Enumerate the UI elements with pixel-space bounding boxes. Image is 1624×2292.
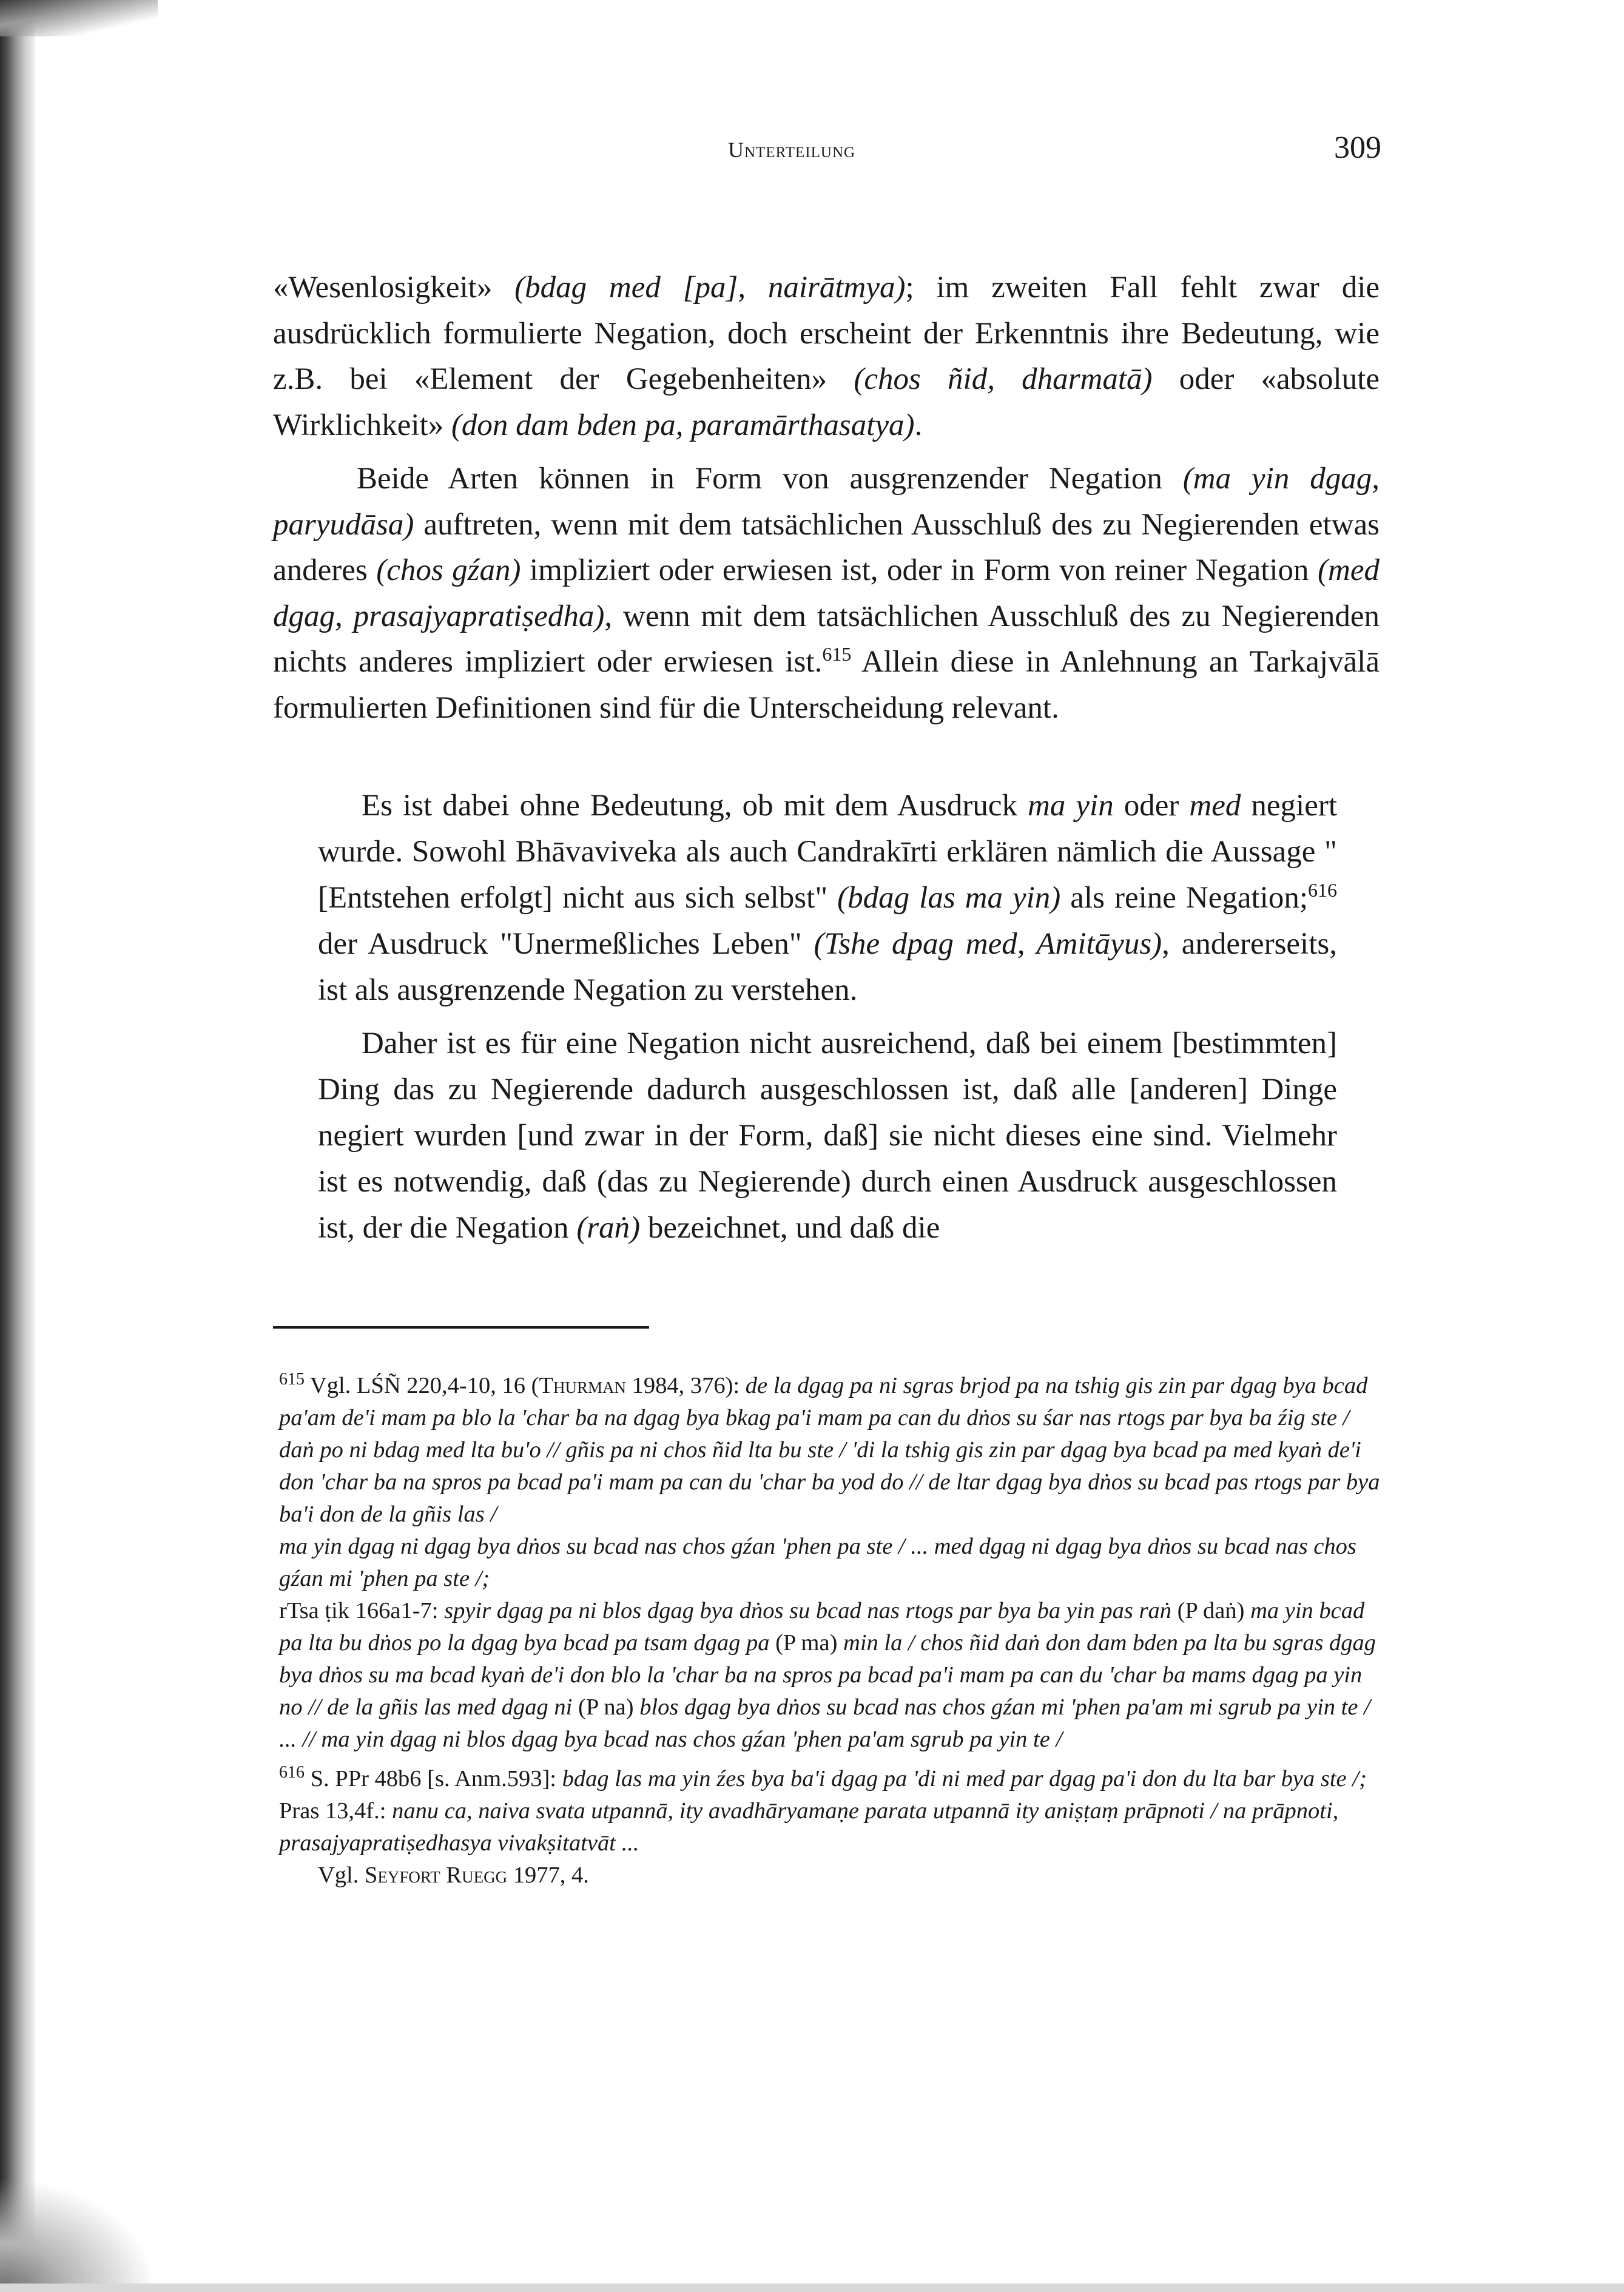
term-italic: (raṅ) xyxy=(576,1211,641,1245)
term-italic: (bdag las ma yin) xyxy=(837,881,1061,915)
scan-corner-shadow-top xyxy=(0,0,158,36)
footnote-616 xyxy=(279,1763,1387,1795)
footnote-quotation: ma yin dgag ni dgag bya dṅos su bcad nas chos gźan 'phen pa ste / ... med dgag ni dgag bya dṅos su bcad nas chos gźan mi 'phen pa ste /; xyxy=(279,1534,1356,1591)
text-run: Daher ist es für eine Negation nicht ausreichend, daß bei einem [bestimmten] Ding das zu Negierende dadurch ausgeschlossen ist, daß alle [anderen] Dinge negiert wurden [und zwar in der Form, daß] sie nicht dieses eine sind. Vielmehr ist es notwendig, daß (das zu Negierende) durch einen Ausdruck ausgeschlossen ist, der die Negation xyxy=(318,1026,1337,1245)
footnote-author: Thurman xyxy=(539,1373,626,1398)
footnote-616-vgl xyxy=(279,1859,1387,1892)
footnote-quotation: de la dgag pa ni sgras brjod pa na tshig gis zin par dgag bya bcad pa'am de'i mam pa blo la 'char ba na dgag bya bkag pa'i mam pa can du dṅos su śar nas rtogs par bya ba źig ste / daṅ po ni bdag med lta bu'o // gñis pa ni chos ñid lta bu ste / 'di la tshig gis zin par dgag bya bcad pa med kyaṅ de'i don 'char ba na spros pa bcad pa'i mam pa can du 'char ba yod do // de ltar dgag bya dṅos su bcad pas rtogs par bya ba'i don de la gñis las / xyxy=(279,1373,1380,1527)
scan-bottom-edge xyxy=(0,2284,1624,2292)
variant-reading: (P ma) xyxy=(775,1630,838,1656)
text-run: Beide Arten können in Form von ausgrenzender Negation xyxy=(357,462,1183,496)
page-number: 309 xyxy=(1334,130,1381,165)
footnote-number: 616 xyxy=(279,1763,305,1782)
term-italic: (med dgag, prasajyapratiṣedha) xyxy=(273,553,1380,633)
text-run: oder «absolute Wirklichkeit» xyxy=(273,362,1380,442)
term-italic: (chos ñid, dharmatā) xyxy=(854,362,1153,396)
footnote-reference: Vgl. LŚÑ 220,4-10, 16 ( xyxy=(305,1373,539,1398)
text-run: der Ausdruck "Unermeßliches Leben" xyxy=(318,927,814,961)
footnote-reference: Vgl. xyxy=(318,1862,365,1888)
footnote-number: 615 xyxy=(279,1370,305,1389)
footnote-reference: 1977, 4. xyxy=(507,1862,589,1888)
text-run: als reine Negation; xyxy=(1060,881,1308,915)
text-run: Es ist dabei ohne Bedeutung, ob mit dem Ausdruck xyxy=(362,789,1028,823)
text-run: «Wesenlosigkeit» xyxy=(273,271,515,305)
footnote-quotation: nanu ca, naiva svata utpannā, ity avadhāryamaṇe parata utpannā ity aniṣṭaṃ prāpnoti / na prāpnoti, prasajyapratiṣedhasya vivakṣitatvāt ... xyxy=(279,1798,1339,1856)
term-italic: (don dam bden pa, paramārthasatya) xyxy=(451,408,915,442)
footnotes xyxy=(279,1370,1387,1892)
text-run: oder xyxy=(1113,789,1190,823)
footnote-615-rtsa xyxy=(279,1595,1387,1756)
footnote-615 xyxy=(279,1370,1387,1531)
text-run: bezeichnet, und daß die xyxy=(640,1211,940,1245)
text-run: negiert wurde. Sowohl Bhāvaviveka als auch Candrakīrti erklären nämlich die Aussage "[Entstehen erfolgt] nicht aus sich selbst" xyxy=(318,789,1337,915)
footnote-quotation: spyir dgag pa ni blos dgag bya dṅos su bcad nas rtogs par bya ba yin pas raṅ xyxy=(444,1598,1178,1623)
footnote-615-continuation xyxy=(279,1531,1387,1595)
text-run: impliziert oder erwiesen ist, oder in Form von reiner Negation xyxy=(521,553,1318,587)
footnote-reference: 1984, 376): xyxy=(625,1373,746,1398)
footnote-ref-616[interactable]: 616 xyxy=(1308,879,1337,901)
footnote-reference: S. PPr 48b6 [s. Anm.593]: xyxy=(305,1766,562,1791)
term-italic: (Tshe dpag med, Amitāyus) xyxy=(814,927,1162,961)
footnote-quotation: bdag las ma yin źes bya ba'i dgag pa 'di ni med par dgag pa'i don du lta bar bya ste /; xyxy=(562,1766,1367,1791)
variant-reading: (P na) xyxy=(578,1694,634,1720)
term-italic: med xyxy=(1189,789,1241,823)
text-run: , andererseits, ist als ausgrenzende Negation zu verstehen. xyxy=(318,927,1337,1007)
footnote-author: Seyfort Ruegg xyxy=(365,1862,508,1888)
footnote-reference: rTsa ṭik 166a1-7: xyxy=(279,1598,445,1623)
text-run: auftreten, wenn mit dem tatsächlichen Ausschluß des zu Negierenden etwas anderes xyxy=(273,507,1380,587)
scan-corner-shadow-bottom xyxy=(0,2177,158,2292)
running-head: Unterteilung xyxy=(728,138,856,162)
footnote-quotation: ma yin bcad pa lta bu dṅos po la dgag bya bcad pa tsam dgag pa xyxy=(279,1598,1365,1656)
footnote-616-pras xyxy=(279,1795,1387,1859)
text-run: ; im zweiten Fall fehlt zwar die ausdrücklich formulierte Negation, doch erscheint der Erkenntnis ihre Bedeutung, wie z.B. bei «Element der Gegebenheiten» xyxy=(273,271,1380,396)
footnote-separator xyxy=(273,1326,649,1329)
paragraph-1 xyxy=(273,265,1380,448)
footnote-quotation: min la / chos ñid daṅ don dam bden pa lta bu sgras dgag bya dṅos su ma bcad kyaṅ de'i don blo la 'char ba na spros pa bcad pa'i mam pa can du 'char ba mams dgag pa yin no // de la gñis las med dgag ni xyxy=(279,1630,1376,1720)
text-run: , wenn mit dem tatsächlichen Ausschluß des zu Negierenden nichts anderes impliziert oder erwiesen ist. xyxy=(273,599,1380,679)
footnote-quotation: blos dgag bya dṅos su bcad nas chos gźan mi 'phen pa'am mi sgrub pa yin te / ... // ma yin dgag ni blos dgag bya bcad nas chos gźan 'phen pa'am sgrub pa yin te / xyxy=(279,1694,1370,1752)
text-run: Allein diese in Anlehnung an Tarkajvālā formulierten Definitionen sind für die Unterscheidung relevant. xyxy=(273,645,1380,725)
block-quote-2 xyxy=(318,1020,1337,1251)
scan-binding-edge xyxy=(0,0,35,2292)
text-run: . xyxy=(914,408,923,442)
paragraph-2 xyxy=(273,456,1380,731)
term-italic: (ma yin dgag, paryudāsa) xyxy=(273,462,1380,542)
block-quote-1 xyxy=(318,783,1337,1013)
variant-reading: (P daṅ) xyxy=(1177,1598,1245,1623)
footnote-reference: Pras 13,4f.: xyxy=(279,1798,393,1824)
footnote-ref-615[interactable]: 615 xyxy=(822,643,852,665)
term-italic: (chos gźan) xyxy=(376,553,521,587)
term-italic: (bdag med [pa], nairātmya) xyxy=(514,271,906,305)
term-italic: ma yin xyxy=(1028,789,1114,823)
